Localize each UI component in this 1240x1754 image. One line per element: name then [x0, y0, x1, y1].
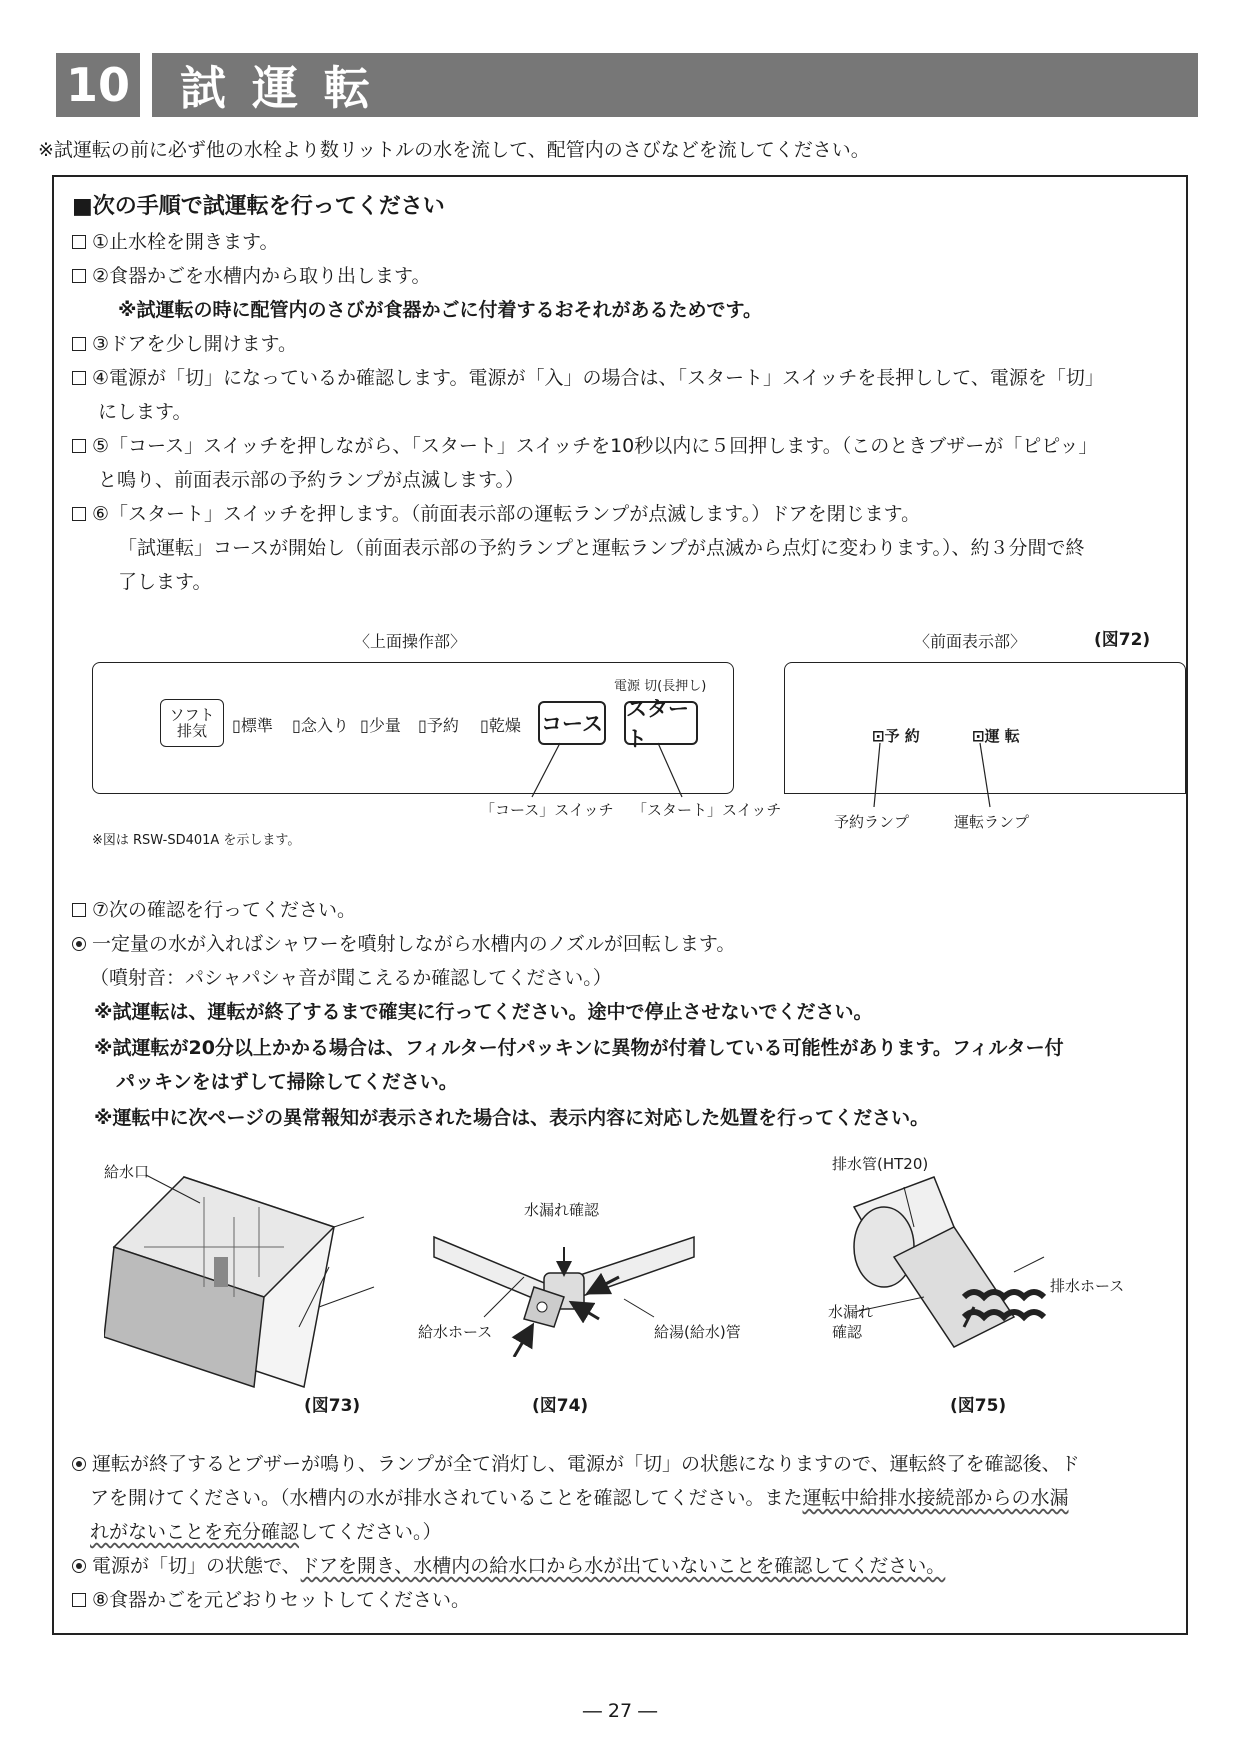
- front-lamp-run: ⊡運 転: [972, 727, 1020, 745]
- final-1: 運転が終了するとブザーが鳴り、ランプが全て消灯し、電源が「切」の状態になりますので、運転終了を確認後、ド: [72, 1449, 1080, 1476]
- step-4: ④電源が「切」になっているか確認します。電源が「入」の場合は、「スタート」スイッチを長押しして、電源を「切」: [72, 363, 1104, 390]
- btn-thorough: ▯念入り: [292, 716, 349, 735]
- front-panel-caption: 〈前面表示部〉: [914, 632, 1027, 651]
- step-5: ⑤「コース」スイッチを押しながら、「スタート」スイッチを10秒以内に５回押します。（このときブザーが「ピピッ」: [72, 431, 1097, 458]
- soft-exhaust-button: ソフト 排気: [160, 699, 224, 747]
- step-6: ⑥「スタート」スイッチを押します。（前面表示部の運転ランプが点滅します。）ドアを閉じます。: [72, 499, 920, 526]
- procedure-box: [52, 175, 1188, 1635]
- water-inlet-label: 給水口: [104, 1163, 150, 1181]
- dishwasher-illustration: [104, 1157, 414, 1397]
- note-3: ※運転中に次ページの異常報知が表示された場合は、表示内容に対応した処置を行ってください。: [94, 1107, 930, 1129]
- note-2: ※試運転が20分以上かかる場合は、フィルター付パッキンに異物が付着している可能性があります。フィルター付: [94, 1037, 1064, 1059]
- figure-74-caption: (図74): [532, 1396, 589, 1416]
- model-note: ※図は RSW-SD401A を示します。: [92, 833, 301, 848]
- power-off-note: 電源 切(長押し): [614, 679, 707, 694]
- step-2-note: ※試運転の時に配管内のさびが食器かごに付着するおそれがあるためです。: [118, 299, 762, 321]
- step-6-cont: 「試運転」コースが開始し（前面表示部の予約ランプと運転ランプが点滅から点灯に変わります。）、約３分間で終: [118, 537, 1085, 559]
- drain-leak-check-label-2: 確認: [832, 1323, 863, 1341]
- course-button: コース: [538, 701, 606, 745]
- top-panel-caption: 〈上面操作部〉: [354, 632, 467, 651]
- bullet-icon: [72, 937, 86, 951]
- drain-pipe-label: 排水管(HT20): [832, 1155, 929, 1173]
- step-2: ②食器かごを水槽内から取り出します。: [72, 261, 431, 288]
- check-1-sub: （噴射音：パシャパシャ音が聞こえるか確認してください。）: [90, 967, 612, 989]
- step-8: ⑧食器かごを元どおりセットしてください。: [72, 1585, 470, 1612]
- step-6-cont2: 了します。: [118, 571, 212, 593]
- figure-72-label: (図72): [1094, 630, 1151, 650]
- step-1: ①止水栓を開きます。: [72, 227, 279, 254]
- drain-leak-check-label-1: 水漏れ: [828, 1303, 874, 1321]
- step-5-cont: と鳴り、前面表示部の予約ランプが点滅します。）: [98, 469, 524, 491]
- panel-callout-lines: [54, 177, 1190, 877]
- start-switch-label: 「スタート」スイッチ: [632, 801, 782, 819]
- btn-small: ▯少量: [360, 716, 401, 735]
- front-lamp-reserve: ⊡予 約: [872, 727, 920, 745]
- note-1: ※試運転は、運転が終了するまで確実に行ってください。途中で停止させないでください。: [94, 1001, 873, 1023]
- bullet-icon: [72, 1559, 86, 1573]
- pre-note: ※試運転の前に必ず他の水栓より数リットルの水を流して、配管内のさびなどを流してください。: [38, 139, 870, 161]
- checkbox-icon: [72, 903, 86, 917]
- figure-73-caption: (図73): [304, 1396, 361, 1416]
- start-button: スタート: [624, 701, 698, 745]
- note-2-cont: パッキンをはずして掃除してください。: [116, 1071, 458, 1093]
- figure-75-caption: (図75): [950, 1396, 1007, 1416]
- page-number: ― 27 ―: [582, 1700, 658, 1722]
- procedure-heading: ■次の手順で試運転を行ってください: [72, 194, 445, 219]
- drain-hose-label: 排水ホース: [1050, 1277, 1125, 1295]
- supply-leak-check-label: 水漏れ確認: [524, 1201, 600, 1219]
- btn-dry: ▯乾燥: [480, 716, 521, 735]
- hot-water-pipe-label: 給湯(給水)管: [654, 1323, 741, 1341]
- final-1-cont2: れがないことを充分確認してください。）: [90, 1521, 442, 1543]
- step-4-cont: にします。: [98, 401, 192, 423]
- supply-hose-label: 給水ホース: [418, 1323, 493, 1341]
- bullet-icon: [72, 1457, 86, 1471]
- step-7: ⑦次の確認を行ってください。: [72, 895, 356, 922]
- btn-reserve: ▯予約: [418, 716, 459, 735]
- reserve-lamp-label: 予約ランプ: [834, 813, 910, 831]
- final-2: 電源が「切」の状態で、ドアを開き、水槽内の給水口から水が出ていないことを確認してください。: [72, 1551, 945, 1578]
- check-1: 一定量の水が入ればシャワーを噴射しながら水槽内のノズルが回転します。: [72, 929, 735, 956]
- checkbox-icon: [72, 1593, 86, 1607]
- step-3: ③ドアを少し開けます。: [72, 329, 297, 356]
- final-1-cont: アを開けてください。（水槽内の水が排水されていることを確認してください。また運転中給排水接続部からの水漏: [90, 1487, 1069, 1509]
- course-switch-label: 「コース」スイッチ: [480, 801, 614, 819]
- run-lamp-label: 運転ランプ: [954, 813, 1030, 831]
- section-number: 10: [56, 53, 140, 117]
- section-title: 試運転: [152, 53, 1198, 117]
- btn-standard: ▯標準: [232, 716, 273, 735]
